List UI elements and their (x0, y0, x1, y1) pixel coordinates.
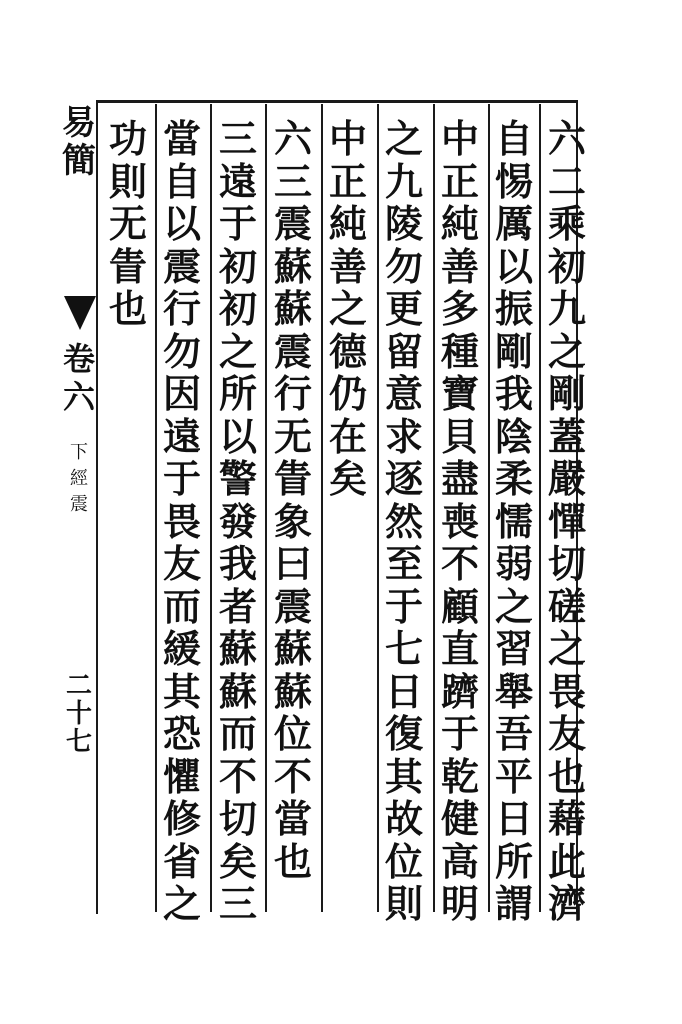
glyph: 行 (273, 371, 312, 416)
glyph: 无 (273, 413, 312, 459)
glyph: 畏 (162, 498, 201, 544)
glyph: 者 (218, 583, 257, 629)
glyph: 二 (547, 158, 586, 204)
glyph: 求 (384, 413, 423, 459)
glyph: 曰 (273, 541, 312, 586)
glyph: 寶 (440, 371, 479, 416)
glyph: 磋 (547, 583, 586, 629)
glyph: 正 (328, 158, 367, 204)
section-label (64, 440, 94, 518)
glyph: 象 (273, 498, 312, 544)
glyph: 也 (108, 286, 147, 331)
glyph: 之 (547, 626, 586, 671)
text-column-6 (271, 118, 315, 883)
glyph: 顧 (440, 583, 479, 629)
glyph: 震 (70, 494, 88, 515)
glyph: 惕 (494, 158, 533, 204)
glyph: 初 (547, 243, 586, 289)
glyph: 嚴 (547, 456, 586, 501)
glyph: 其 (384, 753, 423, 799)
glyph: 此 (547, 838, 586, 884)
glyph: 警 (218, 456, 257, 501)
text-column-1 (545, 118, 589, 926)
text-column-3 (438, 118, 482, 926)
glyph: 于 (384, 583, 423, 629)
glyph: 不 (440, 541, 479, 586)
glyph: 二 (65, 671, 92, 701)
glyph: 蘇 (273, 286, 312, 331)
glyph: 弱 (494, 541, 533, 586)
glyph: 也 (273, 838, 312, 884)
glyph: 平 (494, 753, 533, 799)
glyph: 躋 (440, 668, 479, 714)
glyph: 則 (108, 158, 147, 204)
glyph: 吾 (494, 711, 533, 756)
glyph: 三 (273, 158, 312, 204)
glyph: 之 (384, 116, 423, 161)
glyph: 經 (70, 468, 88, 489)
glyph: 以 (218, 413, 257, 459)
glyph: 于 (440, 711, 479, 756)
glyph: 逐 (384, 456, 423, 501)
glyph: 九 (547, 286, 586, 331)
glyph: 日 (494, 796, 533, 841)
top-border (96, 100, 576, 103)
glyph: 懦 (494, 498, 533, 544)
glyph: 蘇 (218, 668, 257, 714)
glyph: 友 (547, 711, 586, 756)
glyph: 發 (218, 498, 257, 544)
page-number (64, 672, 94, 756)
glyph: 之 (547, 328, 586, 374)
glyph: 也 (547, 753, 586, 799)
column-rule (210, 104, 212, 912)
left-border (96, 100, 98, 914)
glyph: 友 (162, 541, 201, 586)
glyph: 七 (65, 727, 92, 757)
glyph: 切 (547, 541, 586, 586)
glyph: 我 (218, 541, 257, 586)
glyph: 眚 (273, 456, 312, 501)
glyph: 恐 (162, 711, 201, 756)
column-rule (433, 104, 435, 912)
glyph: 修 (162, 796, 201, 841)
glyph: 九 (384, 158, 423, 204)
glyph: 蘇 (273, 243, 312, 289)
glyph: 緩 (162, 626, 201, 671)
glyph: 憚 (547, 498, 586, 544)
glyph: 畏 (547, 668, 586, 714)
glyph: 以 (494, 243, 533, 289)
glyph: 剛 (547, 371, 586, 416)
glyph: 而 (218, 711, 257, 756)
glyph: 十 (65, 699, 92, 729)
glyph: 之 (218, 328, 257, 374)
glyph: 矣 (328, 456, 367, 501)
glyph: 无 (108, 201, 147, 246)
column-rule (488, 104, 490, 912)
glyph: 勿 (384, 243, 423, 289)
glyph: 貝 (440, 413, 479, 459)
glyph: 乾 (440, 753, 479, 799)
glyph: 之 (328, 286, 367, 331)
glyph: 遠 (162, 413, 201, 459)
glyph: 不 (218, 753, 257, 799)
glyph: 于 (162, 456, 201, 501)
glyph: 復 (384, 711, 423, 756)
book-title (62, 104, 96, 180)
glyph: 震 (162, 243, 201, 289)
glyph: 而 (162, 583, 201, 629)
glyph: 陰 (494, 413, 533, 459)
glyph: 正 (440, 158, 479, 204)
glyph: 謂 (494, 881, 533, 926)
glyph: 明 (440, 881, 479, 926)
glyph: 蘇 (273, 626, 312, 671)
glyph: 善 (440, 243, 479, 289)
glyph: 喪 (440, 498, 479, 544)
glyph: 所 (218, 371, 257, 416)
glyph: 留 (384, 328, 423, 374)
glyph: 行 (162, 286, 201, 331)
glyph: 中 (328, 116, 367, 161)
text-column-9 (106, 118, 150, 331)
glyph: 柔 (494, 456, 533, 501)
glyph: 以 (162, 201, 201, 246)
column-rule (539, 104, 541, 912)
glyph: 所 (494, 838, 533, 884)
glyph: 之 (162, 881, 201, 926)
glyph: 厲 (494, 201, 533, 246)
text-column-7 (216, 118, 260, 926)
glyph: 位 (384, 838, 423, 884)
glyph: 之 (494, 583, 533, 629)
glyph: 當 (162, 116, 201, 161)
glyph: 卷 (62, 340, 95, 378)
glyph: 三 (218, 881, 257, 926)
glyph: 純 (440, 201, 479, 246)
glyph: 功 (108, 116, 147, 161)
glyph: 六 (62, 378, 95, 416)
glyph: 簡 (62, 141, 96, 181)
glyph: 然 (384, 498, 423, 544)
glyph: 盡 (440, 456, 479, 501)
glyph: 善 (328, 243, 367, 289)
glyph: 七 (384, 626, 423, 671)
glyph: 切 (218, 796, 257, 841)
glyph: 日 (384, 668, 423, 714)
glyph: 六 (273, 116, 312, 161)
glyph: 仍 (328, 371, 367, 416)
glyph: 蘇 (218, 626, 257, 671)
glyph: 習 (494, 626, 533, 671)
glyph: 健 (440, 796, 479, 841)
column-rule (265, 104, 267, 912)
glyph: 振 (494, 286, 533, 331)
glyph: 震 (273, 583, 312, 629)
glyph: 自 (494, 116, 533, 161)
glyph: 初 (218, 286, 257, 331)
column-rule (321, 104, 323, 912)
glyph: 剛 (494, 328, 533, 374)
glyph: 震 (273, 328, 312, 374)
glyph: 純 (328, 201, 367, 246)
glyph: 陵 (384, 201, 423, 246)
glyph: 蘇 (273, 668, 312, 714)
glyph: 震 (273, 201, 312, 246)
glyph: 中 (440, 116, 479, 161)
glyph: 位 (273, 711, 312, 756)
glyph: 其 (162, 668, 201, 714)
glyph: 舉 (494, 668, 533, 714)
glyph: 乘 (547, 201, 586, 246)
glyph: 在 (328, 413, 367, 459)
glyph: 多 (440, 286, 479, 331)
glyph: 我 (494, 371, 533, 416)
glyph: 不 (273, 753, 312, 799)
text-column-2 (492, 118, 536, 926)
glyph: 懼 (162, 753, 201, 799)
text-column-8 (160, 118, 204, 926)
glyph: 眚 (108, 243, 147, 289)
glyph: 初 (218, 243, 257, 289)
column-rule (377, 104, 379, 912)
glyph: 自 (162, 158, 201, 204)
volume-label (62, 340, 96, 416)
glyph: 種 (440, 328, 479, 374)
glyph: 更 (384, 286, 423, 331)
glyph: 矣 (218, 838, 257, 884)
glyph: 濟 (547, 881, 586, 926)
glyph: 德 (328, 328, 367, 374)
glyph: 當 (273, 796, 312, 841)
glyph: 至 (384, 541, 423, 586)
glyph: 故 (384, 796, 423, 841)
glyph: 高 (440, 838, 479, 884)
glyph: 蓋 (547, 413, 586, 459)
glyph: 直 (440, 626, 479, 671)
fish-tail-mark (64, 296, 96, 330)
glyph: 省 (162, 838, 201, 884)
text-column-5 (326, 118, 370, 501)
glyph: 下 (70, 442, 88, 463)
glyph: 遠 (218, 158, 257, 204)
glyph: 勿 (162, 328, 201, 374)
glyph: 藉 (547, 796, 586, 841)
glyph: 易 (62, 103, 96, 143)
glyph: 于 (218, 201, 257, 246)
glyph: 意 (384, 371, 423, 416)
glyph: 因 (162, 371, 201, 416)
glyph: 六 (547, 116, 586, 161)
glyph: 三 (218, 116, 257, 161)
column-rule (155, 104, 157, 912)
glyph: 則 (384, 881, 423, 926)
text-column-4 (382, 118, 426, 926)
